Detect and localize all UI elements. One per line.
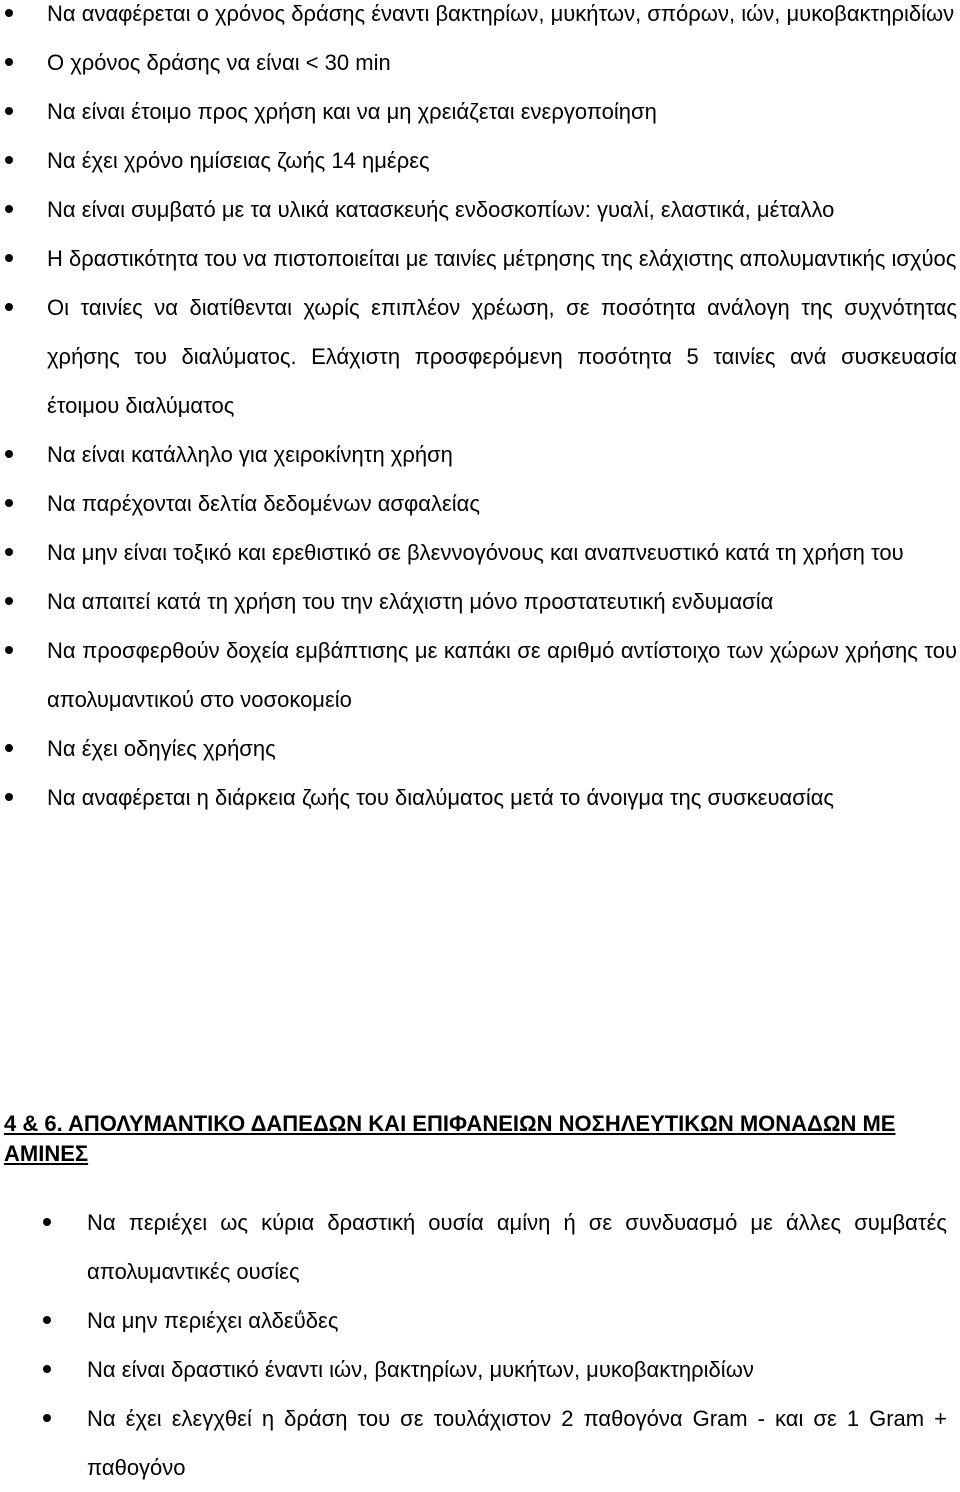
requirements-list-bottom bbox=[87, 1198, 947, 1492]
list-item: Να είναι δραστικό έναντι ιών, βακτηρίων, μυκήτων, μυκοβακτηριδίων bbox=[87, 1345, 947, 1394]
list-item: Οι ταινίες να διατίθενται χωρίς επιπλέον χρέωση, σε ποσότητα ανάλογη της συχνότητας χρήσης του διαλύματος. Ελάχιστη προσφερόμενη ποσότητα 5 ταινίες ανά συσκευασία έτοιμου διαλύματος bbox=[47, 283, 957, 430]
section-heading: 4 & 6. ΑΠΟΛΥΜΑΝΤΙΚΟ ΔΑΠΕΔΩΝ ΚΑΙ ΕΠΙΦΑΝΕΙΩΝ ΝΟΣΗΛΕΥΤΙΚΩΝ ΜΟΝΑΔΩΝ ΜΕ ΑΜΙΝΕΣ bbox=[4, 1111, 896, 1166]
list-item: Να αναφέρεται η διάρκεια ζωής του διαλύματος μετά το άνοιγμα της συσκευασίας bbox=[47, 773, 957, 822]
list-item: Να έχει ελεγχθεί η δράση του σε τουλάχιστον 2 παθογόνα Gram - και σε 1 Gram + παθογόνο bbox=[87, 1394, 947, 1492]
list-item: Να περιέχει ως κύρια δραστική ουσία αμίνη ή σε συνδυασμό με άλλες συμβατές απολυμαντικές ουσίες bbox=[87, 1198, 947, 1296]
list-item: Να μην περιέχει αλδεΰδες bbox=[87, 1296, 947, 1345]
list-item: Να έχει χρόνο ημίσειας ζωής 14 ημέρες bbox=[47, 136, 957, 185]
list-item: Να παρέχονται δελτία δεδομένων ασφαλείας bbox=[47, 479, 957, 528]
list-item: Να αναφέρεται ο χρόνος δράσης έναντι βακτηρίων, μυκήτων, σπόρων, ιών, μυκοβακτηριδίων bbox=[47, 0, 957, 38]
list-item: Να απαιτεί κατά τη χρήση του την ελάχιστη μόνο προστατευτική ενδυμασία bbox=[47, 577, 957, 626]
list-item: Να είναι συμβατό με τα υλικά κατασκευής ενδοσκοπίων: γυαλί, ελαστικά, μέταλλο bbox=[47, 185, 957, 234]
list-item: Να έχει οδηγίες χρήσης bbox=[47, 724, 957, 773]
list-item: Η δραστικότητα του να πιστοποιείται με ταινίες μέτρησης της ελάχιστης απολυμαντικής ισχύος bbox=[47, 234, 957, 283]
requirements-list-top bbox=[47, 0, 957, 822]
list-item: Να είναι κατάλληλο για χειροκίνητη χρήση bbox=[47, 430, 957, 479]
list-item: Να μην είναι τοξικό και ερεθιστικό σε βλεννογόνους και αναπνευστικό κατά τη χρήση του bbox=[47, 528, 957, 577]
list-item: Να προσφερθούν δοχεία εμβάπτισης με καπάκι σε αριθμό αντίστοιχο των χώρων χρήσης του απολυμαντικού στο νοσοκομείο bbox=[47, 626, 957, 724]
list-item: Ο χρόνος δράσης να είναι < 30 min bbox=[47, 38, 957, 87]
list-item: Να είναι έτοιμο προς χρήση και να μη χρειάζεται ενεργοποίηση bbox=[47, 87, 957, 136]
